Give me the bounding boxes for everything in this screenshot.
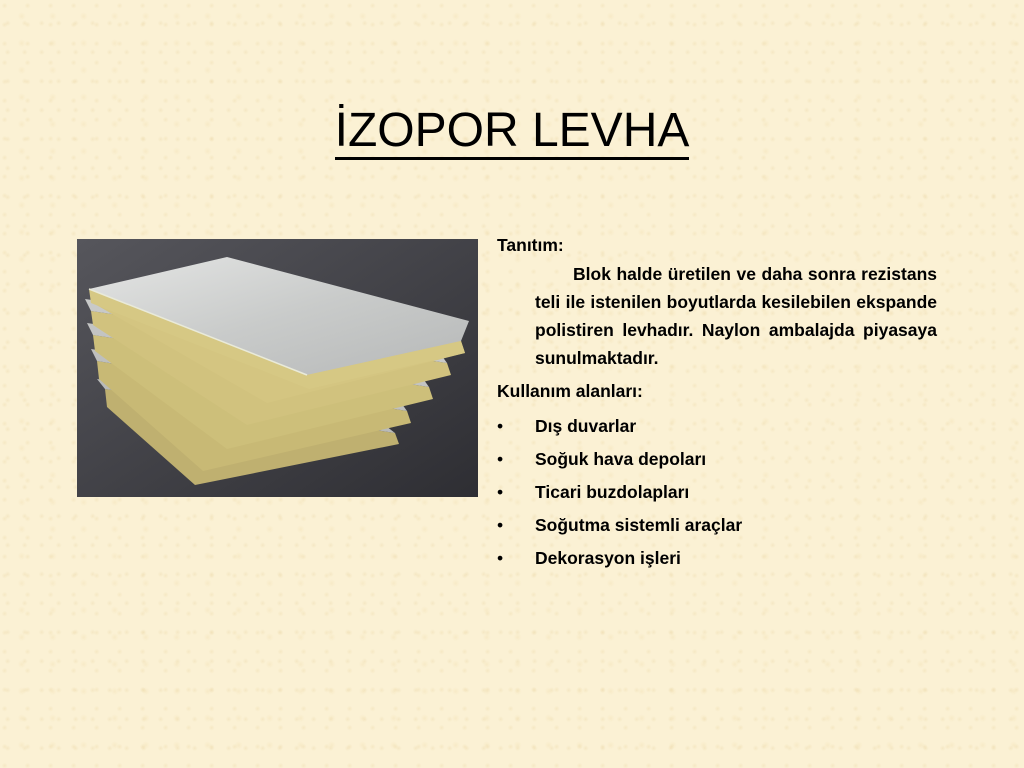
use-item-label: Soğutma sistemli araçlar	[535, 515, 743, 535]
bullet-glyph: •	[497, 515, 504, 535]
list-item	[497, 410, 937, 443]
bullet-glyph: •	[497, 416, 504, 436]
insulation-boards-illustration	[77, 239, 478, 497]
uses-label: Kullanım alanları:	[497, 381, 643, 401]
bullet-glyph: •	[497, 548, 504, 568]
use-item-label: Soğuk hava depoları	[535, 449, 707, 469]
list-item	[497, 476, 937, 509]
slide-title	[0, 98, 1024, 164]
list-item	[497, 443, 937, 476]
description-column	[497, 232, 937, 575]
use-item-label: Dekorasyon işleri	[535, 548, 681, 568]
use-item-label: Dış duvarlar	[535, 416, 637, 436]
list-item	[497, 542, 937, 575]
insulation-boards-photo	[77, 239, 478, 497]
use-item-label: Ticari buzdolapları	[535, 482, 690, 502]
list-item	[497, 509, 937, 542]
intro-label: Tanıtım:	[497, 235, 564, 255]
bullet-glyph: •	[497, 482, 504, 502]
intro-paragraph: Blok halde üretilen ve daha sonra rezistans teli ile istenilen boyutlarda kesilebilen ekspande polistiren levhadır. Naylon ambalajda piyasaya sunulmaktadır.	[535, 264, 937, 368]
slide-title-text: İZOPOR LEVHA	[335, 104, 690, 160]
uses-list	[497, 410, 937, 575]
bullet-glyph: •	[497, 449, 504, 469]
